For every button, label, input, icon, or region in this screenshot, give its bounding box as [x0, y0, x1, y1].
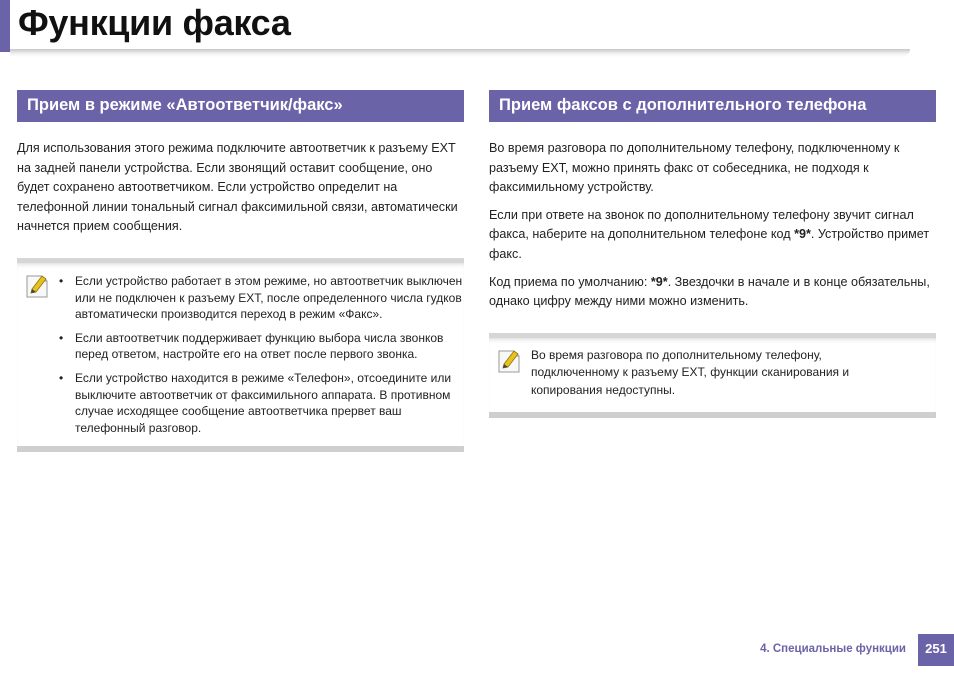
- list-item: [58, 330, 464, 363]
- paragraph-text: Если при ответе на звонок по дополнительному телефону звучит сигнал факса, наберите на дополнительном телефоне код: [489, 207, 914, 242]
- note-text: Во время разговора по дополнительному телефону, подключенному к разъему EXT, функции сканирования и копирования недоступны.: [531, 347, 850, 397]
- page-title: Функции факса: [18, 2, 291, 43]
- note-item-text: Если устройство находится в режиме «Телефон», отсоедините или выключите автоответчик от факсимильного аппарата. В противном случае исходящее сообщение автоответчика прервет ваш телефонный разговор.: [75, 370, 452, 435]
- extension-phone-paragraph-3: [489, 273, 936, 312]
- note-box: [489, 333, 936, 418]
- default-receive-code: *9*: [650, 274, 668, 289]
- extension-phone-paragraph-2: [489, 206, 936, 265]
- page-number: 251: [918, 634, 954, 666]
- bullet: •: [59, 273, 64, 288]
- bullet: •: [59, 370, 64, 385]
- note-item-text: Если автоответчик поддерживает функцию выбора числа звонков перед ответом, настройте его на ответ после первого звонка.: [75, 330, 444, 362]
- right-column: [489, 90, 936, 418]
- list-item: [58, 370, 464, 436]
- bullet: •: [59, 330, 64, 345]
- receive-code: *9*: [794, 227, 811, 242]
- section-heading-extension-phone: Прием факсов с дополнительного телефона: [489, 90, 936, 122]
- extension-phone-paragraph-1: Во время разговора по дополнительному телефону, подключенному к разъему EXT, можно принять факс от собеседника, не подходя к факсимильному устройству.: [489, 141, 900, 195]
- title-divider: [10, 49, 910, 57]
- note-pencil-icon: [497, 348, 521, 374]
- section-heading-answering-machine: Прием в режиме «Автоответчик/факс»: [17, 90, 464, 122]
- chapter-link[interactable]: 4. Специальные функции: [760, 643, 906, 655]
- list-item: [58, 273, 464, 323]
- note-pencil-icon: [25, 273, 49, 299]
- note-list: [17, 273, 464, 436]
- paragraph-text: Код приема по умолчанию:: [489, 274, 651, 289]
- title-accent-bar: [0, 0, 10, 52]
- left-column: [17, 90, 464, 452]
- paragraph-text: . Устройство примет факс.: [489, 227, 930, 261]
- paragraph-text: . Звездочки в начале и в конце обязательны, однако цифру между ними можно изменить.: [489, 274, 930, 309]
- note-item-text: Если устройство работает в этом режиме, но автоответчик выключен или не подключен к разъему EXT, после определенного числа гудков автоматически производится переход в режим «Факс».: [75, 273, 463, 322]
- note-box: [17, 258, 464, 452]
- answering-machine-intro: Для использования этого режима подключите автоответчик к разъему EXT на задней панели устройства. Если звонящий оставит сообщение, оно будет сохранено автоответчиком. Если устройство определит на телефонной линии тональный сигнал факсимильной связи, автоматически начнется прием сообщения.: [17, 141, 458, 234]
